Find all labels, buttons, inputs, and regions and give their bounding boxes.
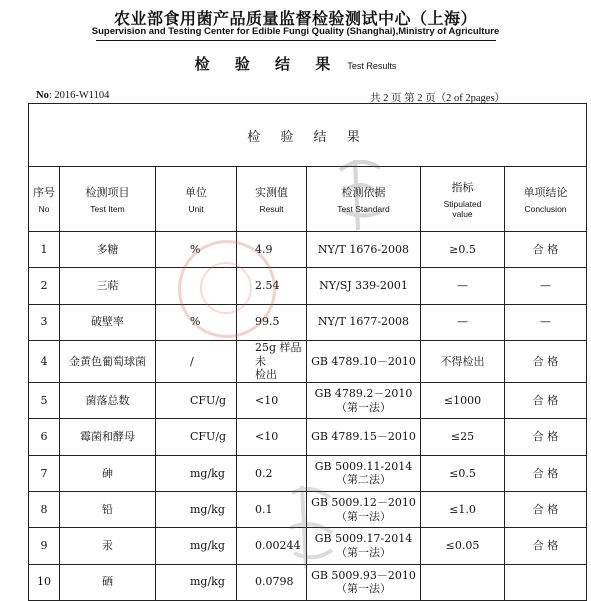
cell-no (29, 564, 60, 600)
cell-test-standard (307, 304, 421, 340)
cell-stipulated-value (421, 268, 505, 304)
cell-no-text: 1 (40, 242, 48, 256)
cell-test-standard (307, 455, 421, 491)
cell-result-text: <10 (255, 393, 279, 407)
cell-no-text: 2 (40, 279, 48, 293)
cell-conclusion (505, 564, 587, 600)
cell-stipulated-value (421, 419, 505, 455)
cell-result-text: 99.5 (255, 315, 280, 329)
cell-conclusion-text: 合 格 (532, 242, 559, 256)
cell-unit-text: mg/kg (190, 575, 225, 589)
cell-test-standard-text: GB 4789.15－2010 (311, 430, 416, 444)
cell-no (29, 528, 60, 564)
cell-test-standard-text: GB 5009.11-2014 (314, 459, 413, 473)
cell-stipulated-value-text: — (457, 315, 468, 329)
cell-no (29, 304, 60, 340)
col-header-no (29, 167, 60, 232)
cell-result-text: 25g 样品未 (255, 340, 302, 368)
cell-no-text: 3 (40, 315, 48, 329)
cell-stipulated-value-text: ≤25 (450, 430, 475, 444)
cell-unit-text: / (190, 354, 194, 368)
cell-result (237, 383, 307, 419)
report-number (36, 90, 109, 101)
cell-test-item-text: 三萜 (96, 279, 119, 293)
cell-conclusion-text: 合 格 (532, 502, 559, 516)
cell-no-text: 4 (40, 354, 48, 368)
cell-result (237, 492, 307, 528)
cell-test-standard (307, 383, 421, 419)
cell-test-standard-text: GB 4789.2－2010 (314, 387, 413, 401)
cell-test-item-text: 破壁率 (91, 315, 124, 329)
cell-conclusion (505, 268, 587, 304)
cell-test-item (60, 232, 156, 268)
table-row (29, 383, 587, 419)
col-header-en: Result (259, 204, 284, 214)
cell-stipulated-value (421, 232, 505, 268)
cell-result (237, 455, 307, 491)
col-header-cn: 检测项目 (85, 186, 130, 199)
cell-no-text: 8 (40, 502, 48, 516)
cell-unit (156, 455, 237, 491)
cell-unit (156, 564, 237, 600)
cell-test-standard-text: NY/T 1676-2008 (317, 242, 410, 256)
cell-stipulated-value (421, 340, 505, 382)
cell-test-item (60, 528, 156, 564)
page-title-cn: 检 验 结 果 (194, 55, 341, 73)
cell-unit (156, 383, 237, 419)
table-header-row (29, 167, 587, 232)
cell-result (237, 340, 307, 382)
cell-unit (156, 492, 237, 528)
cell-conclusion (505, 304, 587, 340)
cell-test-standard (307, 492, 421, 528)
col-header-conclusion (505, 167, 587, 232)
cell-test-standard-text: （第一法） (336, 509, 391, 523)
cell-unit (156, 232, 237, 268)
cell-test-standard (307, 232, 421, 268)
cell-unit-text: mg/kg (190, 466, 225, 480)
table-row (29, 492, 587, 528)
cell-test-standard-text: GB 5009.93－2010 (311, 568, 416, 582)
cell-conclusion (505, 340, 587, 382)
cell-no (29, 383, 60, 419)
cell-test-standard-text: （第一法） (336, 545, 391, 559)
cell-conclusion-text: — (540, 279, 551, 293)
table-row (29, 419, 587, 455)
cell-stipulated-value (421, 528, 505, 564)
report-number-value: : 2016-W1104 (48, 90, 110, 101)
cell-conclusion-text: 合 格 (532, 466, 559, 480)
cell-test-standard-text: NY/T 1677-2008 (317, 315, 410, 329)
cell-conclusion (505, 383, 587, 419)
table-row (29, 232, 587, 268)
cell-unit (156, 528, 237, 564)
cell-no-text: 7 (40, 466, 48, 480)
cell-stipulated-value (421, 455, 505, 491)
cell-test-item (60, 340, 156, 382)
cell-result (237, 268, 307, 304)
table-title: 检 验 结 果 (29, 104, 587, 167)
cell-result-text: 2.54 (255, 279, 280, 293)
cell-test-standard-text: GB 5009.12－2010 (311, 495, 416, 509)
table-row (29, 268, 587, 304)
org-name-cn: 农业部食用菌产品质量监督检验测试中心（上海） (113, 9, 477, 28)
cell-stipulated-value-text: ≤0.05 (445, 539, 480, 553)
cell-no (29, 455, 60, 491)
cell-test-standard (307, 340, 421, 382)
col-header-cn: 实测值 (255, 186, 288, 199)
cell-stipulated-value-text: ≤1.0 (449, 502, 476, 516)
cell-test-item-text: 硒 (102, 575, 113, 589)
report-number-label: No (36, 90, 49, 101)
cell-stipulated-value (421, 383, 505, 419)
cell-stipulated-value (421, 564, 505, 600)
col-header-stipulated (421, 167, 505, 232)
cell-unit-text: % (190, 315, 201, 329)
table-row (29, 455, 587, 491)
cell-test-standard-text: （第二法） (336, 473, 391, 487)
cell-test-item (60, 268, 156, 304)
cell-no (29, 232, 60, 268)
cell-result-text: <10 (255, 430, 279, 444)
cell-conclusion (505, 419, 587, 455)
cell-conclusion (505, 455, 587, 491)
cell-result (237, 564, 307, 600)
cell-no (29, 340, 60, 382)
cell-unit (156, 268, 237, 304)
cell-test-item-text: 霉菌和酵母 (80, 430, 135, 444)
cell-result (237, 304, 307, 340)
cell-unit (156, 419, 237, 455)
cell-no (29, 268, 60, 304)
cell-result-text: 0.00244 (255, 539, 301, 553)
cell-result-text: 0.1 (255, 502, 273, 516)
cell-test-standard (307, 268, 421, 304)
table-row (29, 304, 587, 340)
cell-stipulated-value-text: — (457, 279, 468, 293)
cell-test-item (60, 304, 156, 340)
col-header-en: Unit (188, 204, 204, 214)
cell-result (237, 419, 307, 455)
col-header-cn: 序号 (33, 186, 55, 199)
cell-no-text: 6 (40, 430, 48, 444)
cell-unit-text: CFU/g (190, 393, 227, 407)
cell-unit-text: mg/kg (190, 502, 225, 516)
cell-stipulated-value-text: ≥0.5 (449, 242, 476, 256)
col-header-cn: 单项结论 (523, 186, 568, 199)
cell-conclusion-text: 合 格 (532, 430, 559, 444)
cell-unit (156, 304, 237, 340)
org-name-en: Supervision and Testing Center for Edible Fungi Quality (Shanghai),Ministry of Agriculture (91, 26, 500, 37)
cell-conclusion-text: 合 格 (532, 354, 559, 368)
cell-stipulated-value-text: ≤1000 (443, 393, 482, 407)
cell-stipulated-value-text: ≤0.5 (449, 466, 476, 480)
col-header-en: Test Item (90, 204, 125, 214)
cell-test-item (60, 383, 156, 419)
cell-test-item (60, 455, 156, 491)
col-header-en: Stipulated value (443, 199, 482, 219)
cell-result-text: 4.9 (255, 242, 273, 256)
cell-test-item (60, 492, 156, 528)
table-row (29, 528, 587, 564)
page-title (0, 53, 591, 74)
col-header-en: Test Standard (337, 204, 390, 214)
page-title-en: Test Results (347, 61, 397, 71)
cell-result-text: 0.2 (255, 466, 273, 480)
cell-stipulated-value-text: 不得检出 (440, 354, 485, 368)
cell-no (29, 492, 60, 528)
table-row (29, 340, 587, 382)
cell-test-standard-text: （第一法） (336, 400, 391, 414)
cell-test-item-text: 砷 (102, 466, 113, 480)
cell-test-standard (307, 419, 421, 455)
cell-no-text: 9 (40, 539, 48, 553)
results-table (28, 103, 587, 601)
cell-result (237, 232, 307, 268)
cell-stipulated-value (421, 304, 505, 340)
cell-test-item (60, 419, 156, 455)
table-row (29, 564, 587, 600)
col-header-item (60, 167, 156, 232)
cell-conclusion (505, 232, 587, 268)
cell-conclusion-text: — (540, 315, 551, 329)
cell-test-standard-text: （第一法） (336, 582, 391, 596)
cell-test-item-text: 汞 (102, 539, 113, 553)
header-rule (96, 40, 496, 41)
col-header-cn: 指标 (451, 181, 474, 194)
cell-test-standard (307, 564, 421, 600)
col-header-unit (156, 167, 237, 232)
cell-no-text: 10 (37, 575, 51, 589)
cell-test-standard-text: NY/SJ 339-2001 (319, 279, 408, 293)
col-header-cn: 单位 (185, 186, 207, 199)
col-header-standard (307, 167, 421, 232)
cell-unit (156, 340, 237, 382)
page-indicator: 共 2 页 第 2 页（2 of 2pages） (370, 93, 506, 104)
cell-unit-text: mg/kg (190, 539, 225, 553)
cell-conclusion (505, 528, 587, 564)
cell-test-item (60, 564, 156, 600)
col-header-en: No (38, 204, 50, 214)
cell-test-standard (307, 528, 421, 564)
cell-stipulated-value (421, 492, 505, 528)
col-header-result (237, 167, 307, 232)
cell-conclusion-text: 合 格 (532, 393, 559, 407)
cell-test-item-text: 金黄色葡萄球菌 (69, 354, 146, 368)
cell-result (237, 528, 307, 564)
cell-test-item-text: 多糖 (96, 242, 119, 256)
table-title-row (29, 104, 587, 167)
cell-conclusion (505, 492, 587, 528)
cell-conclusion-text: 合 格 (532, 539, 559, 553)
cell-test-item-text: 菌落总数 (85, 393, 130, 407)
cell-unit-text: % (190, 242, 201, 256)
col-header-en: Conclusion (524, 204, 567, 214)
cell-result-text: 0.0798 (255, 575, 294, 589)
cell-test-standard-text: GB 4789.10－2010 (311, 354, 416, 368)
cell-test-item-text: 铅 (102, 502, 113, 516)
cell-result-text: 检出 (255, 368, 277, 382)
cell-test-standard-text: GB 5009.17-2014 (314, 532, 413, 546)
cell-no-text: 5 (40, 393, 48, 407)
cell-unit-text: CFU/g (190, 430, 227, 444)
table-body (29, 232, 587, 601)
cell-no (29, 419, 60, 455)
col-header-cn: 检测依据 (341, 186, 386, 199)
